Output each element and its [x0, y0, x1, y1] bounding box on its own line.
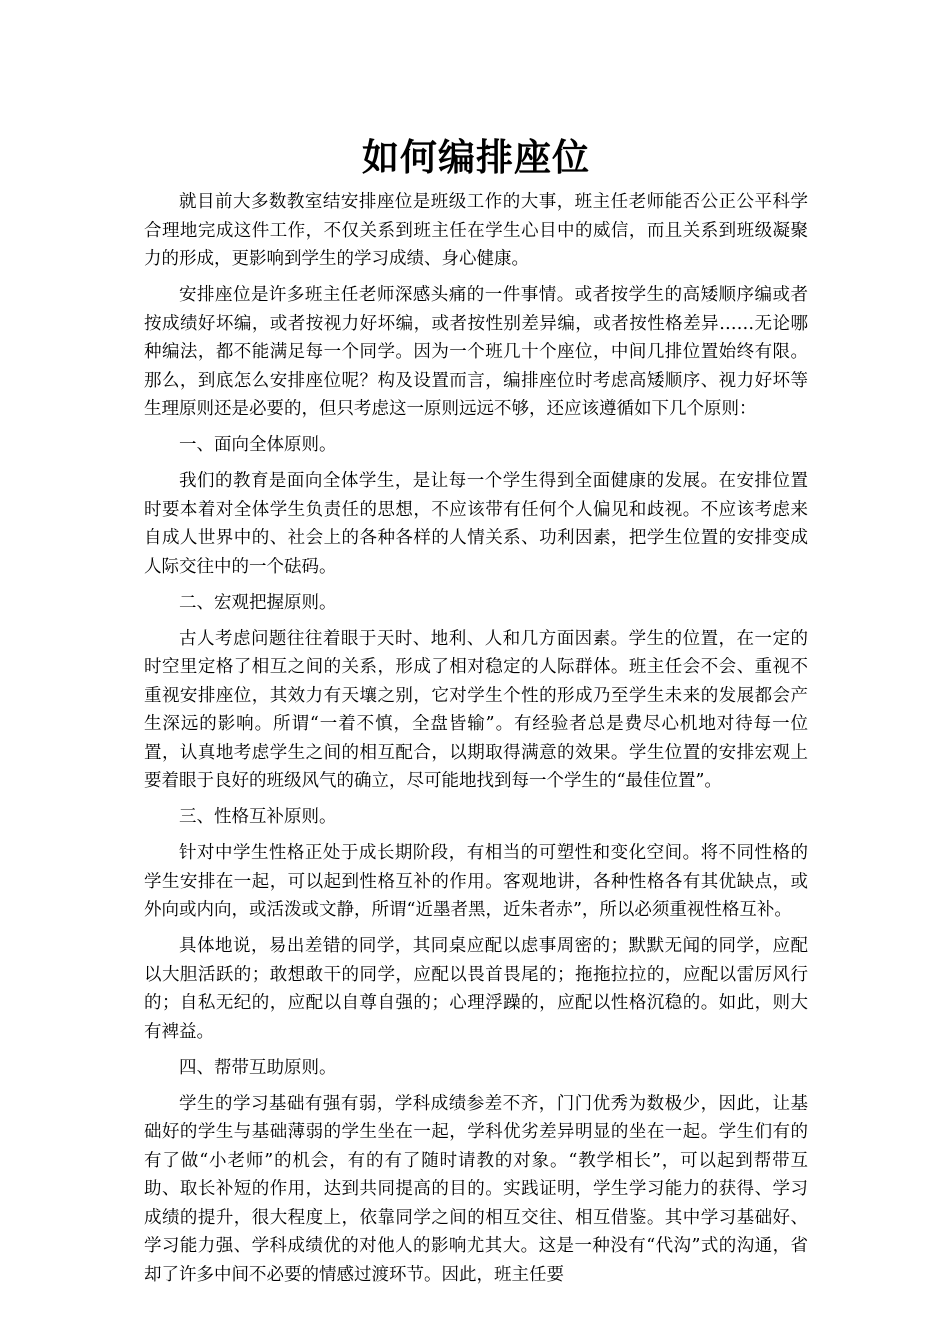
section-heading-3: 三、性格互补原则。 — [179, 807, 337, 827]
paragraph-section-4: 学生的学习基础有强有弱，学科成绩参差不齐，门门优秀为数极少，因此，让基础好的学生与基础薄弱的学生坐在一起，学科优劣差异明显的坐在一起。学生们有的有了做“小老师”的机会，有的有了随时请教的对象。“教学相长”，可以起到帮带互助、取长补短的作用，达到共同提高的目的。实践证明，学生学习能力的获得、学习成绩的提升，很大程度上，依靠同学之间的相互交往、相互借鉴。其中学习基础好、学习能力强、学科成绩优的对他人的影响尤其大。这是一种没有“代沟”式的沟通，省却了许多中间不必要的情感过渡环节。因此，班主任要 — [144, 1093, 808, 1285]
paragraph-intro: 就目前大多数教室结安排座位是班级工作的大事，班主任老师能否公正公平科学合理地完成这件工作，不仅关系到班主任在学生心目中的威信，而且关系到班级凝聚力的形成，更影响到学生的学习成绩、身心健康。 — [144, 192, 808, 269]
paragraph-problem: 安排座位是许多班主任老师深感头痛的一件事情。或者按学生的高矮顺序编或者按成绩好坏编，或者按视力好坏编，或者按性别差异编，或者按性格差异……无论哪种编法，都不能满足每一个同学。因为一个班几十个座位，中间几排位置始终有限。那么，到底怎么安排座位呢？构及设置而言，编排座位时考虑高矮顺序、视力好坏等生理原则还是必要的，但只考虑这一原则远远不够，还应该遵循如下几个原则： — [144, 285, 808, 419]
paragraph-section-1: 我们的教育是面向全体学生，是让每一个学生得到全面健康的发展。在安排位置时要本着对全体学生负责任的思想，不应该带有任何个人偏见和歧视。不应该考虑来自成人世界中的、社会上的各种各样的人情关系、功利因素，把学生位置的安排变成人际交往中的一个砝码。 — [144, 471, 808, 577]
section-heading-2: 二、宏观把握原则。 — [179, 592, 337, 613]
paragraph-section-3a: 针对中学生性格正处于成长期阶段，有相当的可塑性和变化空间。将不同性格的学生安排在一起，可以起到性格互补的作用。客观地讲，各种性格各有其优缺点，或外向或内向，或活泼或文静，所谓“近墨者黑，近朱者赤”，所以必须重视性格互补。 — [144, 843, 808, 920]
paragraph-section-3b: 具体地说，易出差错的同学，其同桌应配以虑事周密的；默默无闻的同学，应配以大胆活跃的；敢想敢干的同学，应配以畏首畏尾的；拖拖拉拉的，应配以雷厉风行的；自私无纪的，应配以自尊自强的；心理浮躁的，应配以性格沉稳的。如此，则大有裨益。 — [144, 936, 808, 1042]
paragraph-section-2: 古人考虑问题往往着眼于天时、地利、人和几方面因素。学生的位置，在一定的时空里定格了相互之间的关系，形成了相对稳定的人际群体。班主任会不会、重视不重视安排座位，其效力有天壤之别，它对学生个性的形成乃至学生未来的发展都会产生深远的影响。所谓“一着不慎，全盘皆输”。有经验者总是费尽心机地对待每一位置，认真地考虑学生之间的相互配合，以期取得满意的效果。学生位置的安排宏观上要着眼于良好的班级风气的确立，尽可能地找到每一个学生的“最佳位置”。 — [144, 628, 808, 791]
section-heading-4: 四、帮带互助原则。 — [179, 1057, 337, 1078]
document-title: 如何编排座位 — [362, 135, 590, 179]
document-page — [144, 132, 808, 1297]
section-heading-1: 一、面向全体原则。 — [179, 435, 337, 455]
